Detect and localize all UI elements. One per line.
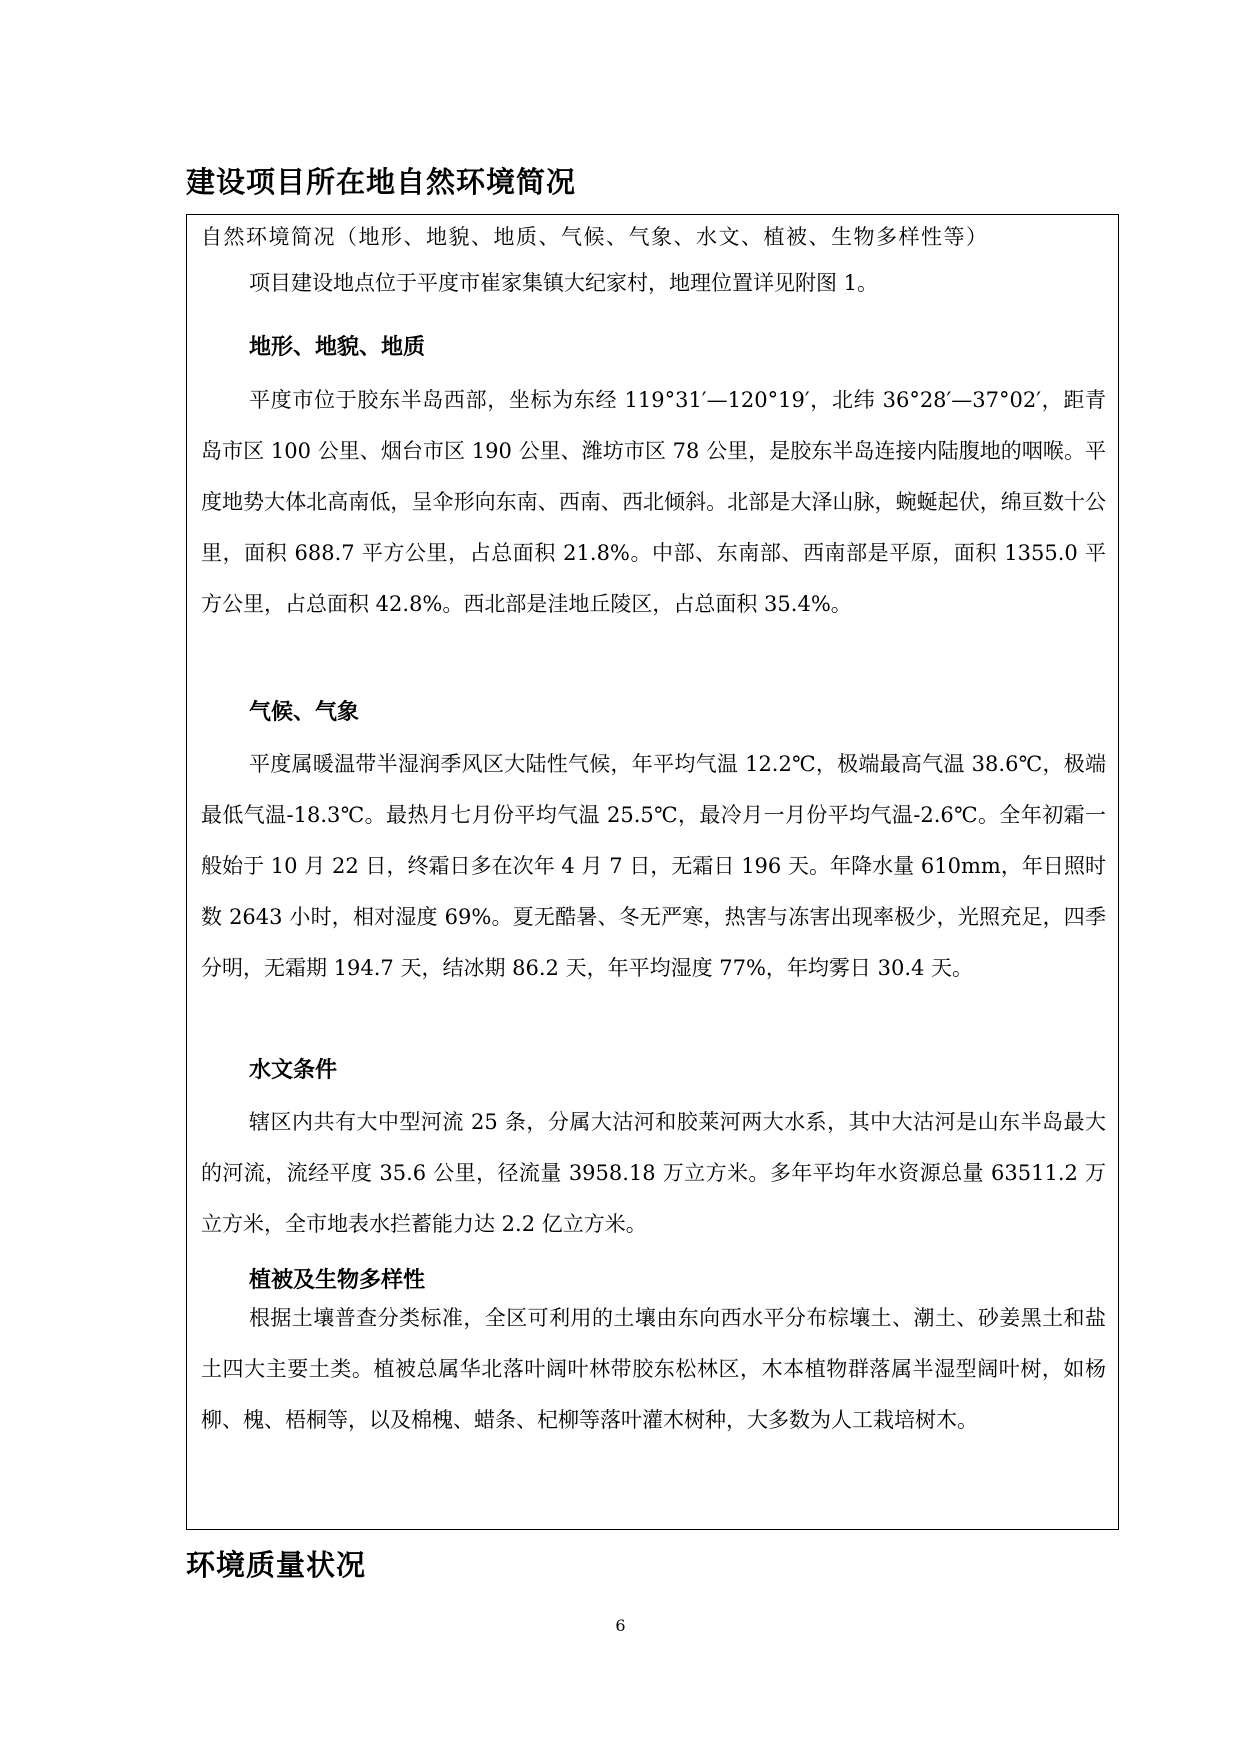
vegetation-paragraph: 根据土壤普查分类标准，全区可利用的土壤由东向西水平分布棕壤土、潮土、砂姜黑土和盐土四大主要土类。植被总属华北落叶阔叶林带胶东松林区，木本植物群落属半湿型阔叶树，如杨柳、槐、梧桐等，以及棉槐、蜡条、杞柳等落叶灌木树种，大多数为人工栽培树木。	[201, 1306, 1106, 1432]
terrain-paragraph: 平度市位于胶东半岛西部，坐标为东经 119°31′—120°19′，北纬 36°28′—37°02′，距青岛市区 100 公里、烟台市区 190 公里、潍坊市区 78 公里，是胶东半岛连接内陆腹地的咽喉。平度地势大体北高南低，呈伞形向东南、西南、西北倾斜。北部是大泽山脉，蜿蜒起伏，绵亘数十公里，面积 688.7 平方公里，占总面积 21.8%。中部、东南部、西南部是平原，面积 1355.0 平方公里，占总面积 42.8%。西北部是洼地丘陵区，占总面积 35.4%。	[201, 388, 1106, 616]
climate-heading: 气候、气象	[249, 700, 360, 725]
natural-environment-box	[186, 214, 1119, 1530]
hydrology-heading: 水文条件	[249, 1058, 338, 1083]
terrain-heading: 地形、地貌、地质	[249, 335, 426, 360]
box-caption: 自然环境简况（地形、地貌、地质、气候、气象、水文、植被、生物多样性等）	[201, 225, 989, 249]
section-title: 建设项目所在地自然环境简况	[186, 165, 577, 199]
intro-paragraph: 项目建设地点位于平度市崔家集镇大纪家村，地理位置详见附图 1。	[249, 271, 879, 295]
climate-paragraph: 平度属暖温带半湿润季风区大陆性气候，年平均气温 12.2℃，极端最高气温 38.6℃，极端最低气温-18.3℃。最热月七月份平均气温 25.5℃，最冷月一月份平均气温-2.6℃。全年初霜一般始于 10 月 22 日，终霜日多在次年 4 月 7 日，无霜日 196 天。年降水量 610mm，年日照时数 2643 小时，相对湿度 69%。夏无酷暑、冬无严寒，热害与冻害出现率极少，光照充足，四季分明，无霜期 194.7 天，结冰期 86.2 天，年平均湿度 77%，年均雾日 30.4 天。	[201, 752, 1106, 980]
hydrology-paragraph: 辖区内共有大中型河流 25 条，分属大沽河和胶莱河两大水系，其中大沽河是山东半岛最大的河流，流经平度 35.6 公里，径流量 3958.18 万立方米。多年平均年水资源总量 63511.2 万立方米，全市地表水拦蓄能力达 2.2 亿立方米。	[201, 1110, 1106, 1236]
next-section-title: 环境质量状况	[186, 1548, 367, 1582]
page-number: 6	[615, 1616, 626, 1635]
vegetation-heading: 植被及生物多样性	[249, 1268, 426, 1293]
